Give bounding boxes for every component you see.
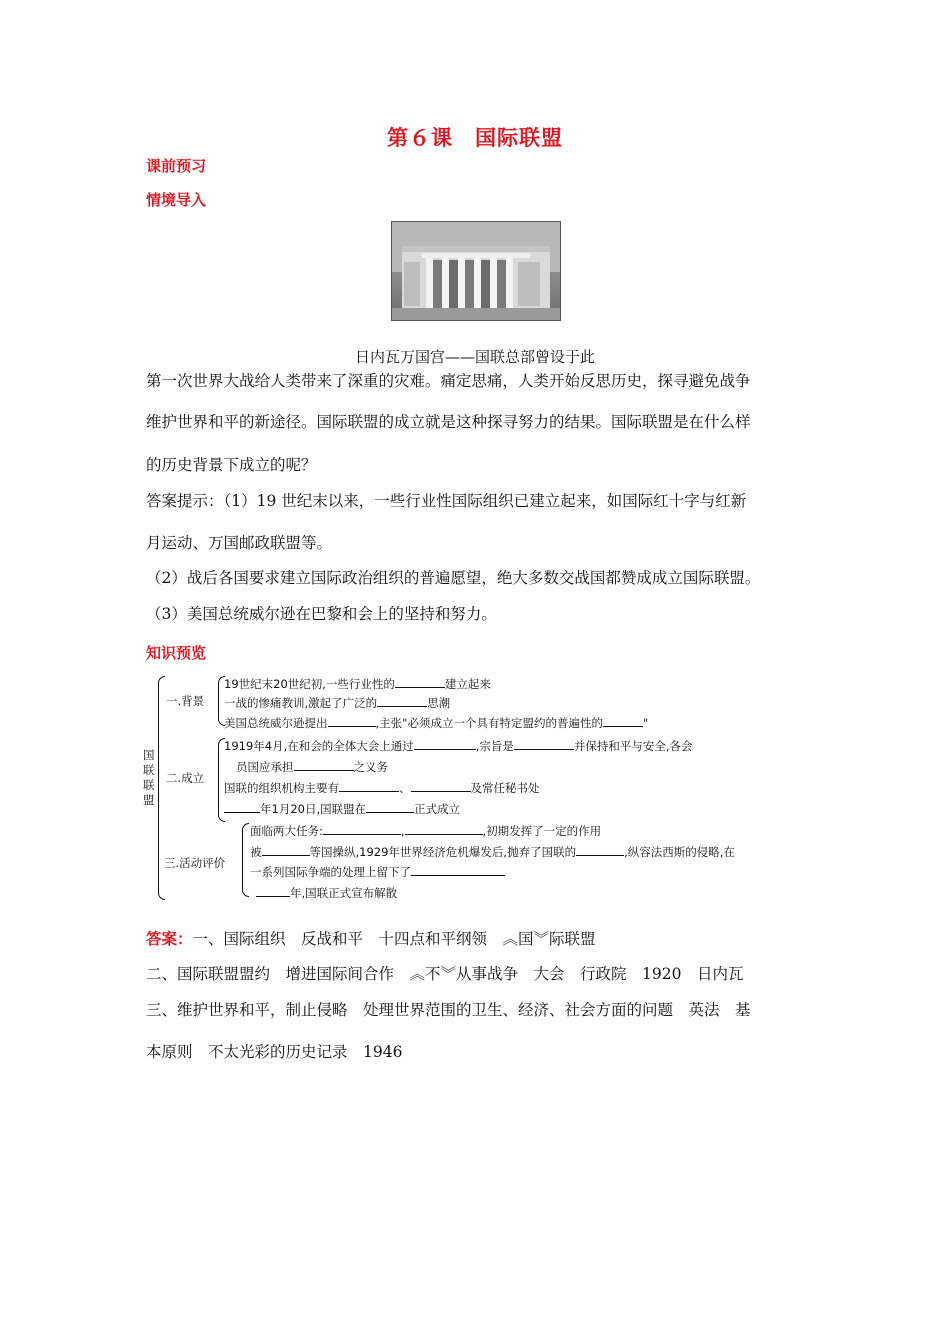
- blank: [514, 738, 574, 750]
- blank: [411, 780, 471, 792]
- answer-hint-3: （2）战后各国要求建立国际政治组织的普遍愿望，绝大多数交战国都赞成成立国际联盟。: [146, 569, 761, 587]
- eval-line-1: 面临两大任务: , ,初期发挥了一定的作用: [250, 824, 602, 838]
- blank: [224, 801, 260, 813]
- evaluation-brace: [242, 823, 249, 897]
- branch-evaluation: 三.活动评价: [164, 856, 226, 870]
- intro-line-3: 的历史背景下成立的呢？: [146, 456, 317, 474]
- intro-line-2: 维护世界和平的新途径。国际联盟的成立就是这种探寻努力的结果。国际联盟是在什么样: [146, 413, 751, 431]
- branch-background: 一.背景: [166, 694, 205, 708]
- answer-hint-2: 月运动、万国邮政联盟等。: [146, 534, 333, 552]
- blank: [377, 695, 427, 707]
- answers-line-2: 二、国际联盟盟约 增进国际间合作 ︽不︾从事战争 大会 行政院 1920 日内瓦: [146, 965, 744, 983]
- section-preview: 课前预习: [146, 157, 207, 175]
- section-knowledge: 知识预览: [146, 644, 207, 662]
- answer-hint-4: （3）美国总统威尔逊在巴黎和会上的坚持和努力。: [146, 605, 497, 623]
- answers-line-4: 本原则 不太光彩的历史记录 1946: [146, 1043, 403, 1061]
- answer-hint-1: 答案提示：（1）19 世纪末以来，一些行业性国际组织已建立起来，如国际红十字与红新: [146, 492, 747, 510]
- eval-line-4: 年,国联正式宣布解散: [256, 885, 397, 901]
- blank: [395, 676, 445, 688]
- palais-des-nations-photo: [391, 221, 561, 321]
- page-title: 第６课 国际联盟: [387, 126, 563, 150]
- blank: [366, 801, 414, 813]
- answers-label: 答案：: [146, 930, 193, 948]
- blank: [339, 780, 399, 792]
- blank: [603, 715, 643, 727]
- founding-line-2: 员国应承担 之义务: [236, 760, 388, 774]
- answers-line-1: 答案：一、国际组织 反战和平 十四点和平纲领 ︽国︾际联盟: [146, 930, 596, 948]
- blank: [294, 759, 354, 771]
- bg-line-2: 一战的惨痛教训,激起了广泛的 思潮: [224, 696, 451, 710]
- eval-line-3: 一系列国际争端的处理上留下了: [250, 864, 505, 880]
- photo-caption: 日内瓦万国宫——国联总部曾设于此: [354, 348, 595, 366]
- bg-line-1: 19世纪末20世纪初,一些行业性的 建立起来: [224, 677, 491, 691]
- blank: [405, 823, 483, 835]
- eval-line-2: 被 等国操纵,1929年世界经济危机爆发后,抛弃了国联的 ,纵容法西斯的侵略,在: [250, 845, 735, 859]
- knowledge-diagram: [143, 668, 846, 906]
- diagram-root-label: 国联联盟: [143, 748, 155, 807]
- blank: [576, 844, 624, 856]
- blank: [411, 864, 505, 876]
- founding-line-4: 年1月20日,国联盟在 正式成立: [224, 801, 460, 817]
- intro-line-1: 第一次世界大战给人类带来了深重的灾难。痛定思痛，人类开始反思历史，探寻避免战争: [146, 372, 751, 390]
- founding-line-1: 1919年4月,在和会的全体大会上通过 ,宗旨是 并保持和平与安全,各会: [224, 739, 693, 753]
- blank: [414, 738, 476, 750]
- branch-founding: 二.成立: [166, 771, 205, 785]
- founding-line-3: 国联的组织机构主要有 、 及常任秘书处: [224, 781, 540, 795]
- section-intro: 情境导入: [146, 191, 207, 209]
- blank: [328, 715, 376, 727]
- blank: [323, 823, 401, 835]
- answers-line-3: 三、维护世界和平，制止侵略 处理世界范围的卫生、经济、社会方面的问题 英法 基: [146, 1001, 751, 1019]
- bg-line-3: 美国总统威尔逊提出 ,主张"必须成立一个具有特定盟约的普遍性的 ": [224, 716, 649, 730]
- blank: [262, 844, 310, 856]
- blank: [256, 885, 290, 897]
